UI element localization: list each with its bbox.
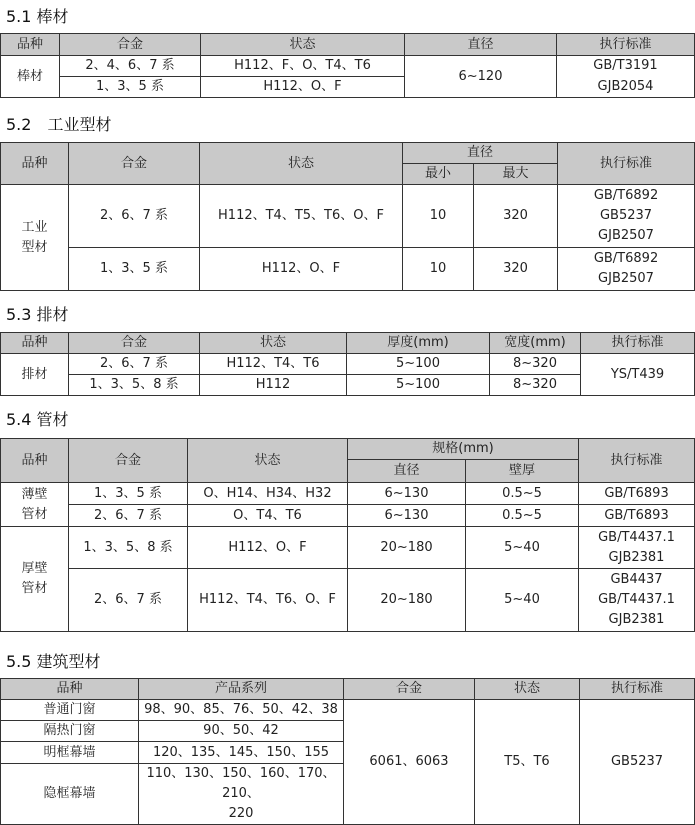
standard-cell: GB4437 GB/T4437.1 GJB2381 xyxy=(579,569,695,632)
header-alloy: 合金 xyxy=(69,333,200,354)
series-cell: 110、130、150、160、170、210、 220 xyxy=(139,764,344,825)
diameter-cell: 20~180 xyxy=(348,527,466,569)
standard-cell: GB/T4437.1 GJB2381 xyxy=(579,527,695,569)
alloy-cell: 2、4、6、7 系 xyxy=(60,56,201,77)
header-temper: 状态 xyxy=(475,679,580,700)
variety-cell: 隐框幕墙 xyxy=(1,764,139,825)
max-cell: 320 xyxy=(474,185,558,248)
variety-cell-thin-wall: 薄壁 管材 xyxy=(1,483,69,527)
temper-cell: T5、T6 xyxy=(475,700,580,825)
header-variety: 品种 xyxy=(1,439,69,483)
min-cell: 10 xyxy=(403,248,474,291)
header-min: 最小 xyxy=(403,164,474,185)
header-alloy: 合金 xyxy=(69,143,200,185)
header-width: 宽度(mm) xyxy=(490,333,581,354)
variety-cell-thick-wall: 厚壁 管材 xyxy=(1,527,69,632)
header-temper: 状态 xyxy=(200,143,403,185)
section-title-industrial-profiles: 5.2 工业型材 xyxy=(6,115,112,134)
standard-cell: GB/T6893 xyxy=(579,483,695,505)
header-standard: 执行标准 xyxy=(558,143,695,185)
header-variety: 品种 xyxy=(1,333,69,354)
variety-cell: 普通门窗 xyxy=(1,700,139,721)
header-thickness: 厚度(mm) xyxy=(347,333,490,354)
header-wall: 壁厚 xyxy=(466,460,579,483)
diameter-cell: 20~180 xyxy=(348,569,466,632)
alloy-cell: 2、6、7 系 xyxy=(69,569,188,632)
busbars-table xyxy=(0,332,695,396)
thickness-cell: 5~100 xyxy=(347,354,490,375)
header-standard: 执行标准 xyxy=(581,333,695,354)
section-title-architectural-profiles: 5.5 建筑型材 xyxy=(6,652,101,671)
variety-cell: 排材 xyxy=(1,354,69,396)
standard-cell: GB/T6892 GB5237 GJB2507 xyxy=(558,185,695,248)
alloy-cell: 1、3、5、8 系 xyxy=(69,375,200,396)
header-alloy: 合金 xyxy=(344,679,475,700)
wall-cell: 0.5~5 xyxy=(466,505,579,527)
wall-cell: 0.5~5 xyxy=(466,483,579,505)
thickness-cell: 5~100 xyxy=(347,375,490,396)
wall-cell: 5~40 xyxy=(466,569,579,632)
diameter-cell: 6~120 xyxy=(405,56,557,98)
bars-table xyxy=(0,33,695,98)
header-temper: 状态 xyxy=(200,333,347,354)
temper-cell: H112、T4、T5、T6、O、F xyxy=(200,185,403,248)
temper-cell: H112、O、F xyxy=(201,77,405,98)
standard-cell: GB5237 xyxy=(580,700,695,825)
alloy-cell: 2、6、7 系 xyxy=(69,185,200,248)
header-series: 产品系列 xyxy=(139,679,344,700)
wall-cell: 5~40 xyxy=(466,527,579,569)
industrial-profiles-table xyxy=(0,142,695,291)
temper-cell: H112、T4、T6、O、F xyxy=(188,569,348,632)
max-cell: 320 xyxy=(474,248,558,291)
section-title-tubes: 5.4 管材 xyxy=(6,410,69,429)
temper-cell: H112、T4、T6 xyxy=(200,354,347,375)
header-temper: 状态 xyxy=(188,439,348,483)
variety-cell: 明框幕墙 xyxy=(1,742,139,764)
standard-cell: GB/T6892 GJB2507 xyxy=(558,248,695,291)
series-cell: 90、50、42 xyxy=(139,721,344,742)
temper-cell: H112、F、O、T4、T6 xyxy=(201,56,405,77)
header-alloy: 合金 xyxy=(69,439,188,483)
tubes-table xyxy=(0,438,695,632)
diameter-cell: 6~130 xyxy=(348,483,466,505)
temper-cell: H112、O、F xyxy=(200,248,403,291)
header-diameter: 直径 xyxy=(403,143,558,164)
temper-cell: H112 xyxy=(200,375,347,396)
temper-cell: H112、O、F xyxy=(188,527,348,569)
header-standard: 执行标准 xyxy=(557,34,695,56)
width-cell: 8~320 xyxy=(490,354,581,375)
variety-cell: 工业 型材 xyxy=(1,185,69,291)
variety-cell: 隔热门窗 xyxy=(1,721,139,742)
alloy-cell: 1、3、5 系 xyxy=(60,77,201,98)
temper-cell: O、H14、H34、H32 xyxy=(188,483,348,505)
header-diameter: 直径 xyxy=(405,34,557,56)
alloy-cell: 1、3、5 系 xyxy=(69,248,200,291)
header-standard: 执行标准 xyxy=(579,439,695,483)
header-variety: 品种 xyxy=(1,143,69,185)
temper-cell: O、T4、T6 xyxy=(188,505,348,527)
header-variety: 品种 xyxy=(1,679,139,700)
header-max: 最大 xyxy=(474,164,558,185)
alloy-cell: 6061、6063 xyxy=(344,700,475,825)
header-variety: 品种 xyxy=(1,34,60,56)
section-title-busbars: 5.3 排材 xyxy=(6,305,69,324)
header-temper: 状态 xyxy=(201,34,405,56)
architectural-profiles-table xyxy=(0,678,695,825)
variety-cell: 棒材 xyxy=(1,56,60,98)
standard-cell: GB/T6893 xyxy=(579,505,695,527)
alloy-cell: 1、3、5 系 xyxy=(69,483,188,505)
header-standard: 执行标准 xyxy=(580,679,695,700)
standard-cell: GJB2054 xyxy=(557,77,695,98)
alloy-cell: 2、6、7 系 xyxy=(69,505,188,527)
section-title-bars: 5.1 棒材 xyxy=(6,7,69,26)
diameter-cell: 6~130 xyxy=(348,505,466,527)
standard-cell: YS/T439 xyxy=(581,354,695,396)
alloy-cell: 2、6、7 系 xyxy=(69,354,200,375)
alloy-cell: 1、3、5、8 系 xyxy=(69,527,188,569)
header-spec: 规格(mm) xyxy=(348,439,579,460)
standard-cell: GB/T3191 xyxy=(557,56,695,77)
series-cell: 120、135、145、150、155 xyxy=(139,742,344,764)
header-diameter: 直径 xyxy=(348,460,466,483)
min-cell: 10 xyxy=(403,185,474,248)
width-cell: 8~320 xyxy=(490,375,581,396)
series-cell: 98、90、85、76、50、42、38 xyxy=(139,700,344,721)
header-alloy: 合金 xyxy=(60,34,201,56)
